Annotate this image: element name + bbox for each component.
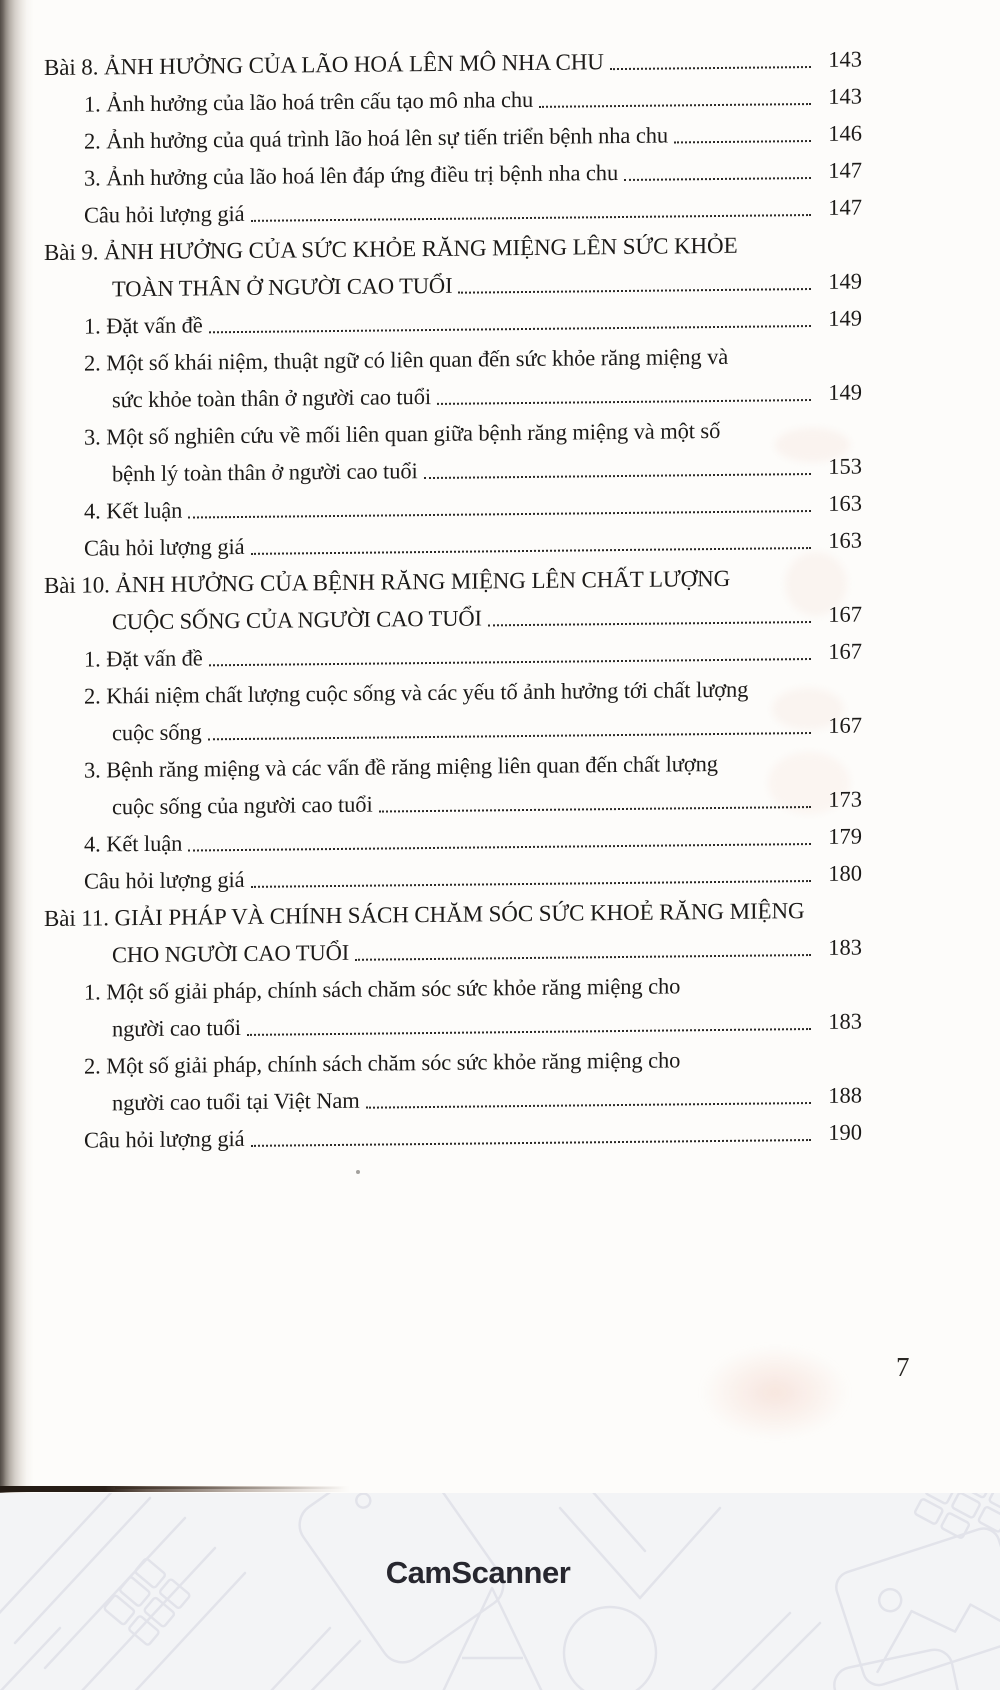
dot-leader — [251, 1139, 811, 1147]
toc-page-number: 163 — [828, 527, 862, 553]
toc-item-row — [0, 339, 862, 378]
toc-entry-text: Câu hỏi lượng giá — [84, 533, 245, 561]
toc-entry-text: CHO NGƯỜI CAO TUỔI — [112, 939, 350, 968]
toc-page-number: 167 — [828, 638, 862, 664]
toc-entry-text: 2. Một số khái niệm, thuật ngữ có liên quan đến sức khỏe răng miệng và — [84, 343, 729, 376]
table-of-contents — [0, 43, 862, 1162]
toc-continuation-row — [0, 1005, 862, 1044]
toc-item-row — [0, 117, 862, 156]
toc-page-number: 143 — [828, 83, 862, 109]
toc-entry-text: Câu hỏi lượng giá — [84, 866, 245, 894]
toc-page-number: 146 — [828, 120, 862, 146]
toc-entry-text: sức khỏe toàn thân ở người cao tuổi — [112, 384, 431, 413]
toc-entry-text: CUỘC SỐNG CỦA NGƯỜI CAO TUỔI — [112, 605, 482, 635]
toc-entry-text: cuộc sống — [112, 719, 202, 746]
toc-entry-text: Bài 11. GIẢI PHÁP VÀ CHÍNH SÁCH CHĂM SÓC SỨC KHOẺ RĂNG MIỆNG — [44, 898, 805, 932]
dot-leader — [209, 325, 811, 333]
toc-entry-text: 3. Một số nghiên cứu về mối liên quan giữa bệnh răng miệng và một số — [84, 417, 721, 450]
toc-page-number: 183 — [828, 1008, 862, 1034]
toc-entry-text: 4. Kết luận — [84, 830, 183, 857]
toc-item-row — [0, 857, 862, 896]
toc-item-row — [0, 191, 862, 230]
toc-page-number: 188 — [828, 1082, 862, 1108]
toc-page-number: 147 — [828, 194, 862, 220]
dot-leader — [488, 621, 811, 626]
toc-page-number: 149 — [828, 268, 862, 294]
dot-leader — [188, 510, 811, 519]
folio-page-number: 7 — [896, 1352, 910, 1382]
toc-entry-text: Câu hỏi lượng giá — [84, 200, 245, 228]
toc-continuation-row — [0, 783, 862, 822]
toc-chapter-row — [0, 43, 862, 82]
toc-entry-text: cuộc sống của người cao tuổi — [112, 791, 373, 820]
toc-entry-text: Bài 8. ẢNH HƯỞNG CỦA LÃO HOÁ LÊN MÔ NHA CHU — [44, 49, 604, 81]
toc-entry-text: Bài 10. ẢNH HƯỞNG CỦA BỆNH RĂNG MIỆNG LÊN CHẤT LƯỢNG — [44, 565, 731, 599]
toc-item-row — [0, 413, 862, 452]
toc-item-row — [0, 1116, 862, 1155]
dot-leader — [355, 954, 811, 961]
toc-item-row — [0, 80, 862, 119]
toc-item-row — [0, 302, 862, 341]
toc-continuation-row — [0, 265, 862, 304]
toc-continuation-row — [0, 709, 862, 748]
toc-entry-text: 1. Đặt vấn đề — [84, 312, 203, 339]
toc-page-number: 167 — [828, 712, 862, 738]
dot-leader — [208, 732, 811, 740]
toc-item-row — [0, 968, 862, 1007]
toc-entry-text: bệnh lý toàn thân ở người cao tuổi — [112, 458, 418, 487]
toc-item-row — [0, 635, 862, 674]
toc-page-number: 149 — [828, 379, 862, 405]
toc-item-row — [0, 746, 862, 785]
watermark-pattern — [0, 1493, 1000, 1690]
toc-chapter-row — [0, 894, 862, 933]
dot-leader — [251, 880, 811, 888]
toc-entry-text: Bài 9. ẢNH HƯỞNG CỦA SỨC KHỎE RĂNG MIỆNG LÊN SỨC KHỎE — [44, 232, 738, 266]
toc-page-number: 147 — [828, 157, 862, 183]
dot-leader — [251, 547, 811, 555]
toc-continuation-row — [0, 1079, 862, 1118]
dot-leader — [424, 473, 811, 479]
toc-page-number: 179 — [828, 823, 862, 849]
toc-item-row — [0, 672, 862, 711]
dot-leader — [188, 843, 811, 852]
dot-leader — [251, 214, 811, 222]
toc-page-number: 149 — [828, 305, 862, 331]
dot-leader — [539, 103, 811, 108]
toc-page-number: 163 — [828, 490, 862, 516]
dot-leader — [458, 288, 811, 294]
toc-page-number: 167 — [828, 601, 862, 627]
dot-leader — [366, 1102, 811, 1109]
toc-page-number: 173 — [828, 786, 862, 812]
toc-item-row — [0, 820, 862, 859]
toc-continuation-row — [0, 450, 862, 489]
toc-continuation-row — [0, 376, 862, 415]
camscanner-logo-text: CamScanner — [385, 1555, 571, 1590]
toc-item-row — [0, 487, 862, 526]
toc-page-number: 190 — [828, 1119, 862, 1145]
dot-leader — [624, 177, 811, 181]
toc-item-row — [0, 154, 862, 193]
toc-entry-text: 4. Kết luận — [84, 497, 183, 524]
dot-leader — [209, 658, 811, 666]
toc-entry-text: 1. Ảnh hưởng của lão hoá trên cấu tạo mô nha chu — [84, 86, 534, 117]
dot-leader — [437, 399, 811, 405]
dot-leader — [674, 140, 811, 143]
toc-entry-text: người cao tuổi — [112, 1014, 241, 1042]
dot-leader — [379, 806, 811, 813]
toc-entry-text: 2. Khái niệm chất lượng cuộc sống và các yếu tố ảnh hưởng tới chất lượng — [84, 676, 749, 709]
toc-chapter-row — [0, 561, 862, 600]
camscanner-footer — [0, 1493, 1000, 1690]
page-smudge — [700, 1345, 850, 1440]
toc-item-row — [0, 524, 862, 563]
toc-entry-text: 2. Ảnh hưởng của quá trình lão hoá lên sự tiến triển bệnh nha chu — [84, 122, 669, 154]
toc-entry-text: 1. Một số giải pháp, chính sách chăm sóc sức khỏe răng miệng cho — [84, 973, 681, 1005]
toc-entry-text: 2. Một số giải pháp, chính sách chăm sóc sức khỏe răng miệng cho — [84, 1047, 681, 1079]
toc-continuation-row — [0, 931, 862, 970]
toc-page-number: 153 — [828, 453, 862, 479]
toc-entry-text: 3. Ảnh hưởng của lão hoá lên đáp ứng điều trị bệnh nha chu — [84, 160, 619, 191]
toc-page-number: 180 — [828, 860, 862, 886]
toc-entry-text: Câu hỏi lượng giá — [84, 1125, 245, 1153]
dot-leader — [247, 1028, 811, 1036]
toc-entry-text: 1. Đặt vấn đề — [84, 645, 203, 672]
toc-chapter-row — [0, 228, 862, 267]
toc-entry-text: 3. Bệnh răng miệng và các vấn đề răng miệng liên quan đến chất lượng — [84, 750, 718, 783]
toc-entry-text: người cao tuổi tại Việt Nam — [112, 1087, 360, 1116]
toc-entry-text: TOÀN THÂN Ở NGƯỜI CAO TUỔI — [112, 272, 453, 302]
dust-speck — [356, 1170, 360, 1174]
toc-page-number: 143 — [828, 46, 862, 72]
toc-item-row — [0, 1042, 862, 1081]
dot-leader — [610, 66, 811, 70]
toc-continuation-row — [0, 598, 862, 637]
toc-page-number: 183 — [828, 934, 862, 960]
page-bottom-edge-shadow — [115, 1487, 345, 1489]
